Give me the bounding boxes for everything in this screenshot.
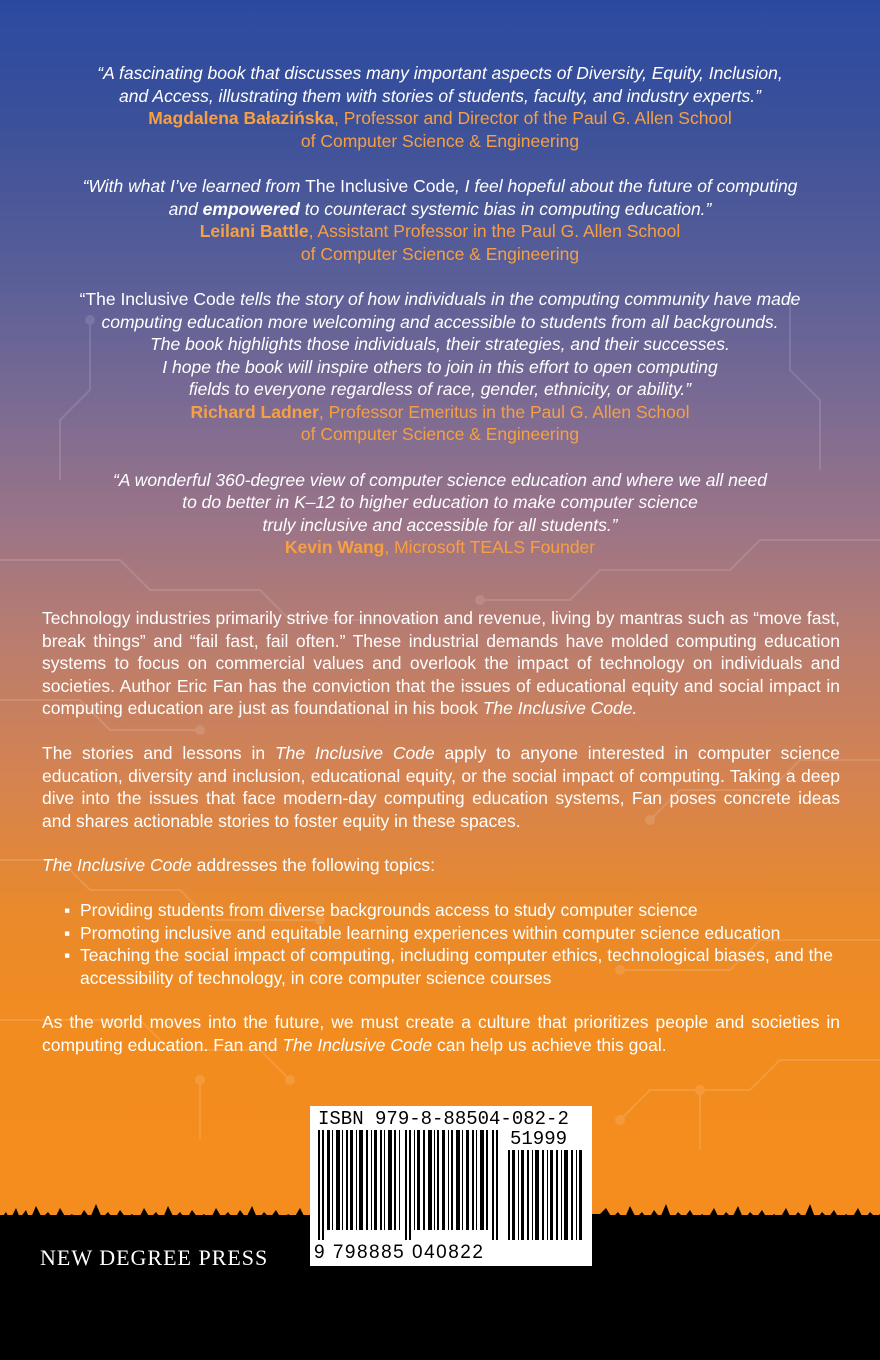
topics-list (42, 899, 840, 989)
paragraph-text: Technology industries primarily strive for innovation and revenue, living by mantras such as “move fast, break things” and “fail fast, fail often.” These industrial demands have molded computing education systems to focus on commercial values and overlook the impact of technology on individuals and societies. Author Eric Fan has the conviction that the issues of educational equity and social impact in computing education are just as foundational in his book (42, 608, 840, 719)
list-item-text: Providing students from diverse backgrounds access to study computer science (80, 899, 698, 920)
quote-fragment: “With what I’ve learned from (82, 176, 306, 196)
quote-fragment: , I feel hopeful about the future of computing (454, 176, 798, 196)
attribution (40, 536, 840, 559)
book-title: The Inclusive Code (274, 742, 435, 763)
book-title: The Inclusive Code (282, 1034, 433, 1055)
attribution (40, 107, 840, 130)
quote-text: and Access, illustrating them with stories of students, faculty, and industry experts.” (119, 85, 761, 106)
endorsement-4 (40, 469, 840, 559)
quote-text: The book highlights those individuals, their strategies, and their successes. (150, 334, 730, 354)
list-item (64, 922, 840, 945)
quote-text: “A wonderful 360-degree view of computer science education and where we all need (112, 469, 768, 490)
endorser-role: of Computer Science & Engineering (300, 243, 580, 264)
endorser-name: Richard Ladner (190, 401, 319, 422)
attribution (40, 220, 840, 243)
endorser-role: , Professor and Director of the Paul G. Allen School (333, 108, 732, 128)
endorsements (40, 62, 840, 582)
book-title: “The Inclusive Code (79, 289, 236, 309)
endorsement-3 (40, 288, 840, 446)
bullet-icon: ▪ (64, 945, 71, 966)
endorsement-2 (40, 175, 840, 265)
emphasis: empowered (202, 198, 300, 219)
endorser-role: , Professor Emeritus in the Paul G. Allen School (318, 401, 690, 422)
quote-fragment: and (168, 198, 203, 219)
quote-text (40, 198, 840, 221)
book-description (42, 607, 840, 1079)
list-item-text: Teaching the social impact of computing, including computer ethics, technological biases, and the accessibility of technology, in core computer science courses (80, 945, 833, 988)
publisher-name: NEW DEGREE PRESS (40, 1245, 269, 1270)
price-code: 51999 (510, 1128, 568, 1150)
list-item (64, 899, 840, 922)
quote-fragment: tells the story of how individuals in the computing community have made (235, 289, 801, 309)
barcode-bars (316, 1130, 502, 1240)
quote-text (40, 175, 840, 198)
endorser-role: , Microsoft TEALS Founder (384, 537, 596, 557)
list-item-text: Promoting inclusive and equitable learning experiences within computer science education (80, 922, 781, 943)
paragraph-text: addresses the following topics: (191, 855, 436, 876)
attribution (40, 401, 840, 424)
description-paragraph (42, 607, 840, 720)
barcode-digits: 9 798885 040822 (314, 1242, 485, 1263)
book-title: The Inclusive Code (42, 855, 192, 876)
isbn-barcode (310, 1106, 592, 1266)
description-paragraph (42, 742, 840, 832)
quote-text: I hope the book will inspire others to join in this effort to open computing (162, 356, 718, 377)
bullet-icon: ▪ (64, 899, 71, 920)
paragraph-text: The stories and lessons in (42, 742, 275, 763)
paragraph-text: apply to anyone interested in computer science education, diversity and inclusion, educational equity, or the social impact of computing. Taking a deep dive into the issues that face modern-day computing education systems, Fan poses concrete ideas and shares actionable stories to foster equity in these spaces. (42, 742, 840, 831)
book-title: The Inclusive Code (305, 176, 455, 196)
list-item (64, 944, 840, 989)
endorser-name: Leilani Battle (199, 221, 309, 241)
quote-text: fields to everyone regardless of race, gender, ethnicity, or ability.” (188, 379, 692, 399)
paragraph-text: As the world moves into the future, we must create a culture that prioritizes people and societies in computing education. Fan and (42, 1012, 840, 1055)
endorsement-1 (40, 62, 840, 152)
isbn-label: ISBN 979-8-88504-082-2 (318, 1108, 569, 1130)
endorser-role: , Assistant Professor in the Paul G. Allen School (308, 221, 681, 241)
quote-text (40, 288, 840, 311)
book-title: The Inclusive Code. (482, 698, 638, 719)
quote-text: computing education more welcoming and accessible to students from all backgrounds. (101, 311, 779, 332)
quote-fragment: to counteract systemic bias in computing education.” (299, 198, 712, 219)
quote-text: to do better in K–12 to higher education to make computer science (182, 492, 698, 512)
quote-text: “A fascinating book that discusses many important aspects of Diversity, Equity, Inclusion, (97, 63, 783, 83)
description-paragraph (42, 1011, 840, 1056)
endorser-name: Kevin Wang (284, 537, 385, 557)
endorser-role: of Computer Science & Engineering (300, 130, 580, 151)
quote-text: truly inclusive and accessible for all students.” (262, 514, 618, 535)
paragraph-text: can help us achieve this goal. (432, 1034, 667, 1055)
bullet-icon: ▪ (64, 922, 71, 943)
endorser-name: Magdalena Bałazińska (148, 108, 334, 128)
description-paragraph (42, 854, 840, 877)
price-barcode-bars (506, 1150, 586, 1240)
endorser-role: of Computer Science & Engineering (300, 424, 580, 444)
